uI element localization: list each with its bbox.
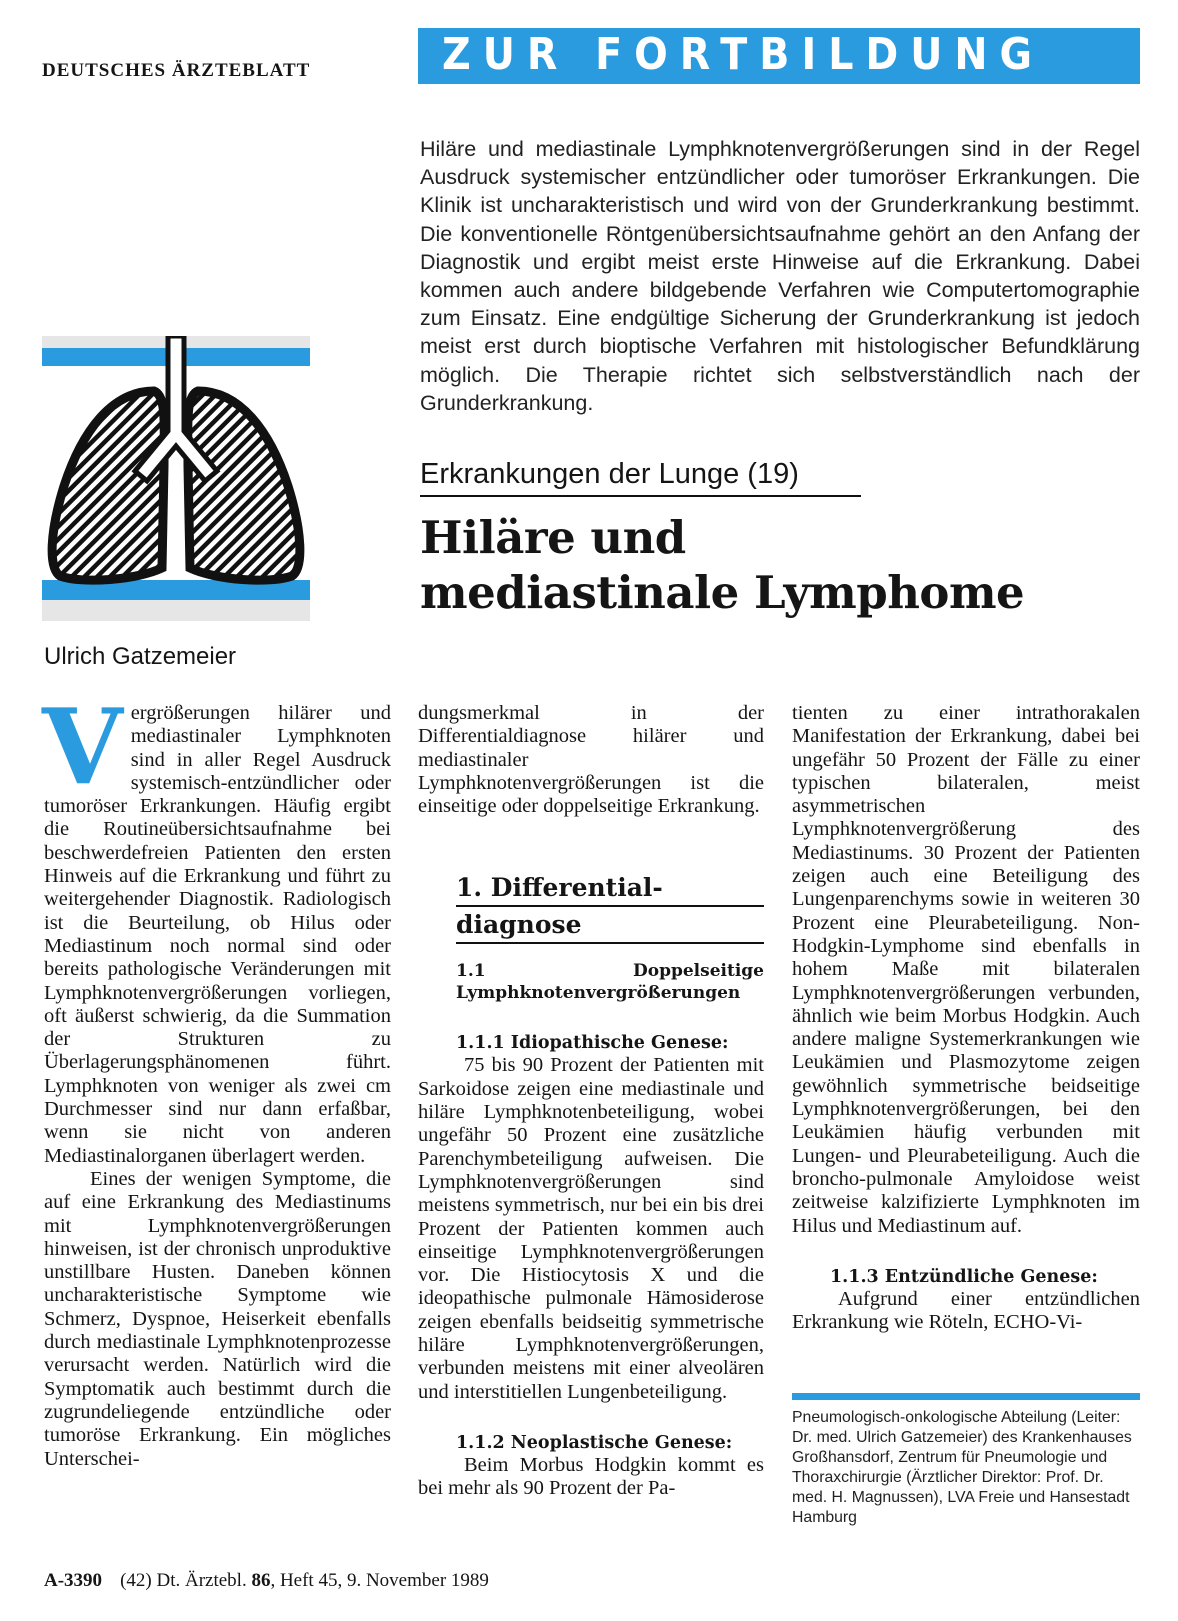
paragraph: dungsmerkmal in der Differentialdiagnose hilärer und mediastinaler Lymphknotenvergrößerungen ist die einseitige oder doppelseitige Erkrankung.: [418, 702, 764, 818]
author: Ulrich Gatzemeier: [44, 643, 237, 670]
column-2: [418, 702, 764, 1501]
section-heading-line: diagnose: [456, 907, 764, 944]
subsubsection-heading: 1.1.2 Neoplastische Genese:: [456, 1432, 733, 1453]
abstract: Hiläre und mediastinale Lymphknotenvergrößerungen sind in der Regel Ausdruck systemischer entzündlicher oder tumoröser Erkrankungen. Die Klinik ist uncharakteristisch und wird von der Grunderkrankung bestimmt. Die konventionelle Röntgenübersichtsaufnahme gehört an den Anfang der Diagnostik und ergibt meist erste Hinweise auf die Erkrankung. Dabei kommen auch andere bildgebende Verfahren wie Computertomographie zum Einsatz. Eine endgültige Sicherung der Grunderkrankung ist jedoch meist erst durch bioptische Verfahren mit histologischer Befundklärung möglich. Die Therapie richtet sich selbstverständlich nach der Grunderkrankung.: [420, 137, 1140, 415]
paragraph: Eines der wenigen Symptome, die auf eine Erkrankung des Mediastinums mit Lymphknotenvergrößerungen hinweisen, ist der chronisch unproduktive unstillbare Husten. Daneben können uncharakteristische Symptome wie Schmerz, Dyspnoe, Heiserkeit ebenfalls durch mediastinale Lymphknotenprozesse verursacht werden. Natürlich wird die Symptomatik auch bestimmt durch die zugrundeliegende entzündliche oder tumoröse Erkrankung. Ein mögliches Unterschei-: [44, 1167, 391, 1470]
citation-prefix: (42) Dt. Ärztebl.: [120, 1570, 247, 1591]
column-3: [792, 702, 1140, 1334]
paragraph: Beim Morbus Hodgkin kommt es bei mehr als 90 Prozent der Pa-: [418, 1453, 764, 1500]
page-number: A-3390: [44, 1570, 103, 1591]
subsubsection-heading: 1.1.1 Idiopathische Genese:: [456, 1033, 729, 1054]
author-affiliation: Pneumologisch-onkologische Abteilung (Leiter: Dr. med. Ulrich Gatzemeier) des Krankenhauses Großhansdorf, Zentrum für Pneumologie und Thoraxchirurgie (Ärztlicher Direktor: Prof. Dr. med. H. Magnussen), LVA Freie und Hansestadt Hamburg: [792, 1393, 1140, 1528]
subsubsection-heading: 1.1.3 Entzündliche Genese:: [830, 1266, 1098, 1287]
paragraph: ergrößerungen hilärer und mediastinaler Lymphknoten sind in aller Regel Ausdruck systemisch-entzündlicher oder tumoröser Erkrankungen. Häufig ergibt die Routineübersichtsaufnahme bei beschwerdefreien Patienten den ersten Hinweis auf die Erkrankung und führt zu weitergehender Diagnostik. Radiologisch ist die Beurteilung, ob Hilus oder Mediastinum noch normal sind oder bereits pathologische Veränderungen mit Lymphknotenvergrößerungen vorliegen, oft äußerst schwierig, da die Summation der Strukturen zu Überlagerungsphänomenen führt. Lymphknoten von weniger als zwei cm Durchmesser sind nur dann erfaßbar, wenn sie nicht von anderen Mediastinalorganen überlagert werden.: [44, 702, 391, 1167]
section-banner: ZUR FORTBILDUNG: [418, 28, 1140, 84]
article-title: [420, 510, 1024, 620]
paragraph: Aufgrund einer entzündlichen Erkrankung wie Röteln, ECHO-Vi-: [792, 1287, 1140, 1334]
paragraph: tienten zu einer intrathorakalen Manifestation der Erkrankung, dabei bei ungefähr 50 Prozent der Fälle zu einer typischen bilateralen, meist asymmetrischen Lymphknotenvergrößerung des Mediastinums. 30 Prozent der Patienten zeigen auch eine Beteiligung des Lungenparenchyms sowie in weiteren 30 Prozent eine Pleurabeteiligung. Non-Hodgkin-Lymphome sind ebenfalls in hohem Maße mit bilateralen Lymphknotenvergrößerungen verbunden, ähnlich wie beim Morbus Hodgkin. Auch andere maligne Systemerkrankungen wie Leukämien und Plasmozytome zeigen gewöhnlich symmetrische beidseitige Lymphknotenvergrößerungen, bei den Leukämien häufig verbunden mit Lungen- und Pleurabeteiligung. Auch die broncho-pulmonale Amyloidose weist zeitweise kalzifizierte Lymphknoten im Hilus und Mediastinum auf.: [792, 702, 1140, 1237]
journal-name: DEUTSCHES ÄRZTEBLATT: [42, 60, 311, 81]
volume-number: 86: [251, 1570, 271, 1591]
subsection-heading: 1.1 Doppelseitige Lymphknotenvergrößerungen: [456, 961, 764, 1004]
column-1: [42, 685, 391, 1471]
drop-cap: V: [42, 685, 123, 808]
lungs-logo-icon: [42, 336, 310, 621]
section-heading: [456, 870, 764, 944]
page-footer: [44, 1570, 489, 1592]
paragraph: 75 bis 90 Prozent der Patienten mit Sarkoidose zeigen eine mediastinale und hiläre Lymphknotenbeteiligung, wobei ungefähr 50 Prozent eine zusätzliche Parenchymbeteiligung aufweisen. Die Lymphknotenvergrößerungen sind meistens symmetrisch, nur bei ein bis drei Prozent der Patienten kommen auch einseitige Lymphknotenvergrößerungen vor. Die Histiocytosis X und die ideopathische pulmonale Hämosiderose zeigen ebenfalls beidseitig symmetrische hiläre Lymphknotenvergrößerungen, verbunden meistens mit einer alveolären und interstitiellen Lungenbeteiligung.: [418, 1054, 764, 1403]
title-line-1: Hiläre und: [420, 511, 686, 564]
section-heading-line: 1. Differential-: [456, 870, 764, 907]
title-line-2: mediastinale Lymphome: [420, 566, 1025, 619]
citation-suffix: , Heft 45, 9. November 1989: [270, 1570, 489, 1591]
series-title: Erkrankungen der Lunge (19): [420, 458, 861, 497]
